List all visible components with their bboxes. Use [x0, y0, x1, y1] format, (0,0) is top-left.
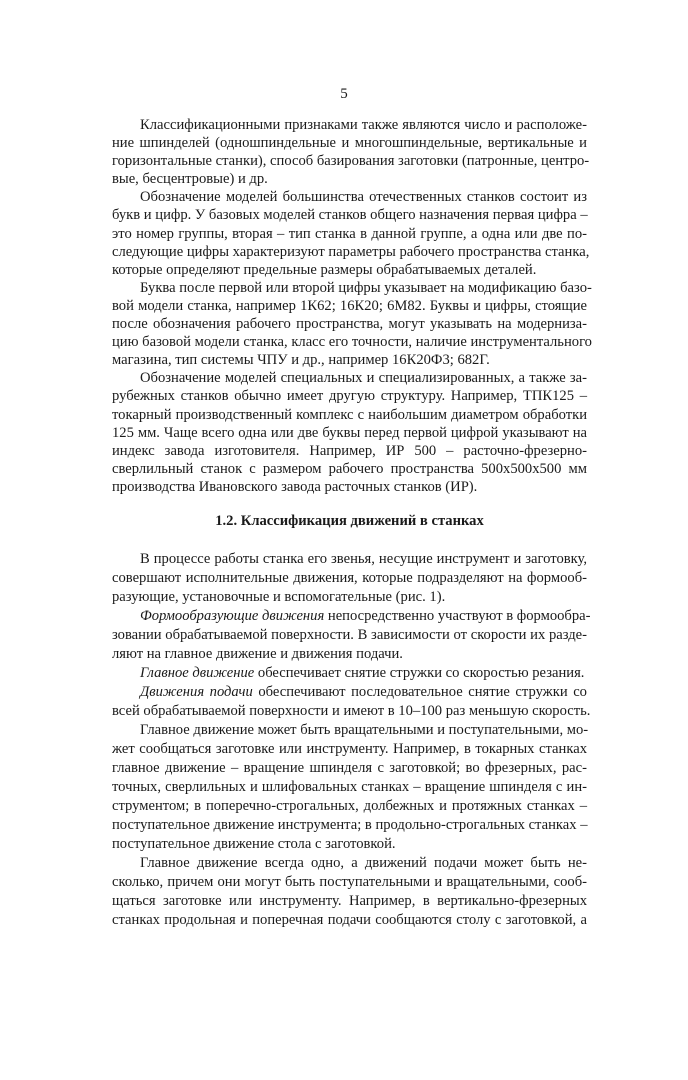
text-line: Обозначение моделей специальных и специализированных, а также за-	[140, 370, 587, 387]
text-line: которые определяют предельные размеры обрабатываемых деталей.	[112, 261, 537, 278]
text-line	[112, 607, 591, 626]
text-line: струментом; в поперечно-строгальных, долбежных и протяжных станках –	[112, 798, 587, 814]
text-line: горизонтальные станки), способ базирования заготовки (патронные, центро-	[112, 153, 590, 170]
italic-term: Формообразующие движения	[140, 608, 325, 624]
paragraph	[112, 279, 592, 369]
text-line: производства Ивановского завода расточных станков (ИР).	[112, 478, 478, 495]
text-line: Главное движение может быть вращательными и поступательными, мо-	[140, 722, 589, 738]
paragraph	[112, 550, 587, 607]
text-line: вой модели станка, например 1К62; 16К20; 6М82. Буквы и цифры, стоящие	[112, 297, 587, 314]
text-line: это номер группы, вторая – тип станка в данной группе, а одна или две по-	[112, 225, 587, 242]
text-line: совершают исполнительные движения, которые подразделяют на формооб-	[112, 570, 587, 586]
text-line: токарный производственный комплекс с наибольшим диаметром обработки	[112, 406, 587, 423]
text-line: после обозначения рабочего пространства, могут указывать на модерниза-	[112, 316, 587, 333]
text-line: Обозначение моделей большинства отечественных станков состоит из	[140, 189, 587, 206]
paragraph	[112, 116, 590, 188]
paragraph	[112, 683, 591, 721]
paragraph	[112, 369, 587, 496]
text-line: Классификационными признаками также являются число и расположе-	[140, 117, 587, 133]
paragraph	[112, 188, 590, 278]
line-text: непосредственно участвуют в формообра-	[324, 608, 591, 624]
text-line: рубежных станков обычно имеет другую структуру. Например, ТПК125 –	[112, 388, 587, 405]
text-line: сверлильный станок с размером рабочего пространства 500х500х500 мм	[112, 460, 587, 477]
body-text-bottom	[112, 550, 591, 930]
text-line: В процессе работы станка его звенья, несущие инструмент и заготовку,	[140, 551, 587, 567]
text-line: ляют на главное движение и движения подачи.	[112, 646, 403, 662]
text-line: разующие, установочные и вспомогательные (рис. 1).	[112, 589, 446, 605]
text-line	[112, 683, 587, 702]
text-line: жет сообщаться заготовке или инструменту. Например, в токарных станках	[112, 741, 587, 757]
text-line: 125 мм. Чаще всего одна или две буквы перед первой цифрой указывают на	[112, 424, 587, 441]
text-line: поступательное движение инструмента; в продольно-строгальных станках –	[112, 817, 588, 833]
text-line: точных, сверлильных и шлифовальных станках – вращение шпинделя с ин-	[112, 779, 587, 795]
text-line	[112, 664, 587, 683]
text-line: ние шпинделей (одношпиндельные и многошпиндельные, вертикальные и	[112, 135, 587, 152]
paragraph	[112, 664, 587, 683]
text-line: главное движение – вращение шпинделя с заготовкой; во фрезерных, рас-	[112, 760, 587, 776]
text-line: цию базовой модели станка, класс его точности, наличие инструментального	[112, 334, 592, 351]
body-text-top	[112, 116, 592, 496]
text-line: поступательное движение стола с заготовкой.	[112, 836, 396, 852]
paragraph	[112, 854, 587, 930]
text-line: Главное движение всегда одно, а движений подачи может быть не-	[140, 855, 587, 871]
line-text: обеспечивает снятие стружки со скоростью резания.	[254, 665, 585, 681]
page-number: 5	[340, 86, 348, 102]
text-line: станках продольная и поперечная подачи сообщаются столу с заготовкой, а	[112, 912, 587, 928]
text-line: индекс завода изготовителя. Например, ИР 500 – расточно-фрезерно-	[112, 442, 587, 459]
italic-term: Главное движение	[140, 665, 255, 681]
text-line: букв и цифр. У базовых моделей станков общего назначения первая цифра –	[112, 207, 588, 224]
text-line: всей обрабатываемой поверхности и имеют в 10–100 раз меньшую скорость.	[112, 703, 591, 719]
text-line: зовании обрабатываемой поверхности. В зависимости от скорости их разде-	[112, 627, 587, 643]
paragraph	[112, 721, 587, 854]
text-line: магазина, тип системы ЧПУ и др., например 16К20Ф3; 682Г.	[112, 352, 490, 369]
line-text: обеспечивают последовательное снятие стружки со	[252, 684, 587, 700]
section-heading: 1.2. Классификация движений в станках	[215, 513, 484, 529]
text-line: вые, бесцентровые) и др.	[112, 171, 268, 188]
text-line: сколько, причем они могут быть поступательными и вращательными, сооб-	[112, 874, 587, 890]
text-line: щаться заготовке или инструменту. Например, в вертикально-фрезерных	[112, 893, 587, 909]
paragraph	[112, 607, 591, 664]
italic-term: Движения подачи	[140, 684, 253, 700]
text-line: Буква после первой или второй цифры указывает на модификацию базо-	[140, 279, 592, 296]
text-line: следующие цифры характеризуют параметры рабочего пространства станка,	[112, 243, 590, 260]
